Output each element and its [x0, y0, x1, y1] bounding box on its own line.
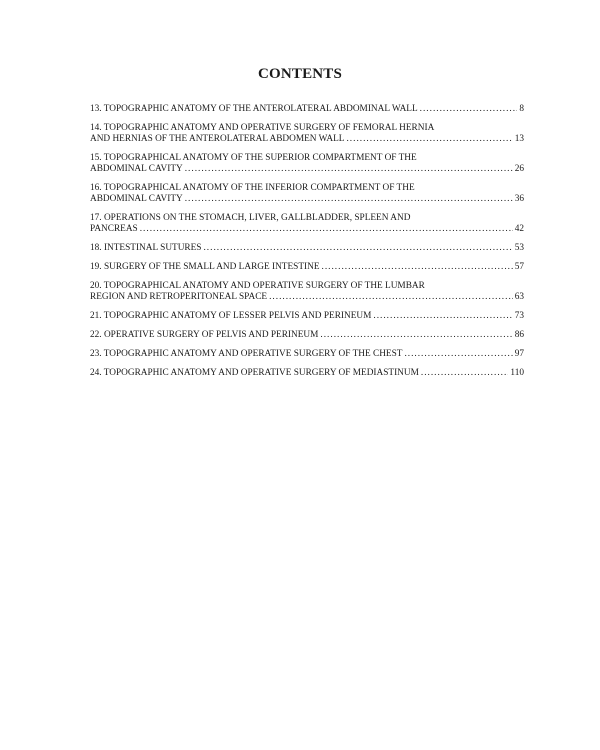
toc-page-number: 26 [514, 164, 524, 174]
dot-leader [185, 164, 513, 175]
toc-entry-title: 17. OPERATIONS ON THE STOMACH, LIVER, GALLBLADDER, SPLEEN AND [90, 213, 411, 223]
toc-entry-title-continued: AND HERNIAS OF THE ANTEROLATERAL ABDOMEN WALL [90, 134, 345, 144]
dot-leader [185, 194, 513, 205]
toc-entry-title: 14. TOPOGRAPHIC ANATOMY AND OPERATIVE SURGERY OF FEMORAL HERNIA [90, 123, 435, 133]
toc-page-number: 13 [514, 134, 524, 144]
toc-entry[interactable] [90, 104, 524, 115]
toc-entry[interactable] [90, 368, 524, 379]
toc-entry[interactable] [90, 153, 524, 175]
toc-page-number: 8 [519, 104, 524, 114]
toc-page-number: 63 [514, 292, 524, 302]
dot-leader [421, 368, 509, 379]
dot-leader [320, 330, 512, 341]
toc-page-number: 110 [510, 368, 524, 378]
toc-entry[interactable] [90, 262, 524, 273]
dot-leader [404, 349, 512, 360]
dot-leader [346, 134, 512, 145]
toc-entry-title: 24. TOPOGRAPHIC ANATOMY AND OPERATIVE SURGERY OF MEDIASTINUM [90, 368, 419, 378]
toc-entry-title: 23. TOPOGRAPHIC ANATOMY AND OPERATIVE SURGERY OF THE CHEST [90, 349, 403, 359]
toc-entry-title: 15. TOPOGRAPHICAL ANATOMY OF THE SUPERIOR COMPARTMENT OF THE [90, 153, 417, 163]
toc-entry[interactable] [90, 281, 524, 303]
toc-entry[interactable] [90, 123, 524, 145]
toc-entry-title-continued: PANCREAS [90, 224, 138, 234]
toc-entry-title: 19. SURGERY OF THE SMALL AND LARGE INTESTINE [90, 262, 320, 272]
toc-entry-title-continued: ABDOMINAL CAVITY [90, 194, 183, 204]
toc-entry[interactable] [90, 330, 524, 341]
dot-leader [140, 224, 513, 235]
dot-leader [322, 262, 513, 273]
toc-entry-title: 22. OPERATIVE SURGERY OF PELVIS AND PERINEUM [90, 330, 319, 340]
toc-page-number: 86 [514, 330, 524, 340]
toc-entry[interactable] [90, 213, 524, 235]
toc-page-number: 53 [514, 243, 524, 253]
toc-page-number: 42 [514, 224, 524, 234]
toc-entry[interactable] [90, 183, 524, 205]
toc-page-number: 36 [514, 194, 524, 204]
dot-leader [373, 311, 512, 322]
toc-entry-title: 18. INTESTINAL SUTURES [90, 243, 202, 253]
toc-entry[interactable] [90, 349, 524, 360]
toc-entry-title: 13. TOPOGRAPHIC ANATOMY OF THE ANTEROLATERAL ABDOMINAL WALL [90, 104, 418, 114]
table-of-contents [90, 104, 524, 387]
toc-entry-title: 20. TOPOGRAPHICAL ANATOMY AND OPERATIVE SURGERY OF THE LUMBAR [90, 281, 425, 291]
dot-leader [203, 243, 512, 254]
toc-entry-title-continued: REGION AND RETROPERITONEAL SPACE [90, 292, 268, 302]
toc-entry[interactable] [90, 311, 524, 322]
toc-entry-title: 16. TOPOGRAPHICAL ANATOMY OF THE INFERIOR COMPARTMENT OF THE [90, 183, 415, 193]
dot-leader [269, 292, 513, 303]
toc-entry[interactable] [90, 243, 524, 254]
dot-leader [420, 104, 518, 115]
toc-entry-title: 21. TOPOGRAPHIC ANATOMY OF LESSER PELVIS AND PERINEUM [90, 311, 372, 321]
toc-page-number: 73 [514, 311, 524, 321]
toc-page-number: 57 [514, 262, 524, 272]
toc-entry-title-continued: ABDOMINAL CAVITY [90, 164, 183, 174]
page-title: CONTENTS [257, 66, 343, 82]
toc-page-number: 97 [514, 349, 524, 359]
